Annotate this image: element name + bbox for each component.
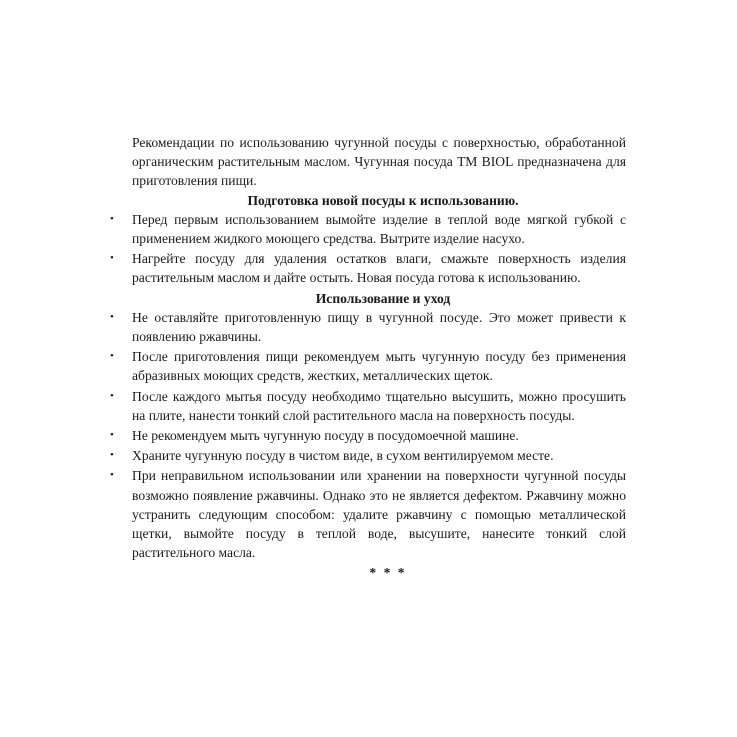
section-heading-preparation: Подготовка новой посуды к использованию. xyxy=(247,192,519,208)
preparation-list xyxy=(110,210,626,288)
list-item xyxy=(110,249,626,287)
list-item xyxy=(110,308,626,346)
bullet-icon: • xyxy=(110,310,114,323)
list-item-text: Нагрейте посуду для удаления остатков влаги, смажьте поверхность изделия растительным маслом и дайте остыть. Новая посуда готова к использованию. xyxy=(132,251,626,286)
list-item xyxy=(110,347,626,385)
bullet-icon: • xyxy=(110,469,114,482)
bullet-icon: • xyxy=(110,252,114,265)
list-item xyxy=(110,466,626,562)
list-item xyxy=(110,446,626,465)
intro-paragraph: Рекомендации по использованию чугунной посуды с поверхностью, обработанной органическим растительным маслом. Чугунная посуда ТМ BIOL предназначена для приготовления пищи. xyxy=(132,135,626,189)
list-item-text: После приготовления пищи рекомендуем мыть чугунную посуду без применения абразивных моющих средств, жестких, металлических щеток. xyxy=(132,349,626,384)
bullet-icon: • xyxy=(110,449,114,462)
document-body xyxy=(110,133,626,583)
list-item-text: Храните чугунную посуду в чистом виде, в сухом вентилируемом месте. xyxy=(132,448,554,464)
bullet-icon: • xyxy=(110,429,114,442)
list-item xyxy=(110,210,626,248)
list-item xyxy=(110,426,626,445)
bullet-icon: • xyxy=(110,389,114,402)
list-item-text: Не оставляйте приготовленную пищу в чугунной посуде. Это может привести к появлению ржавчины. xyxy=(132,309,626,345)
section-heading-usage-care: Использование и уход xyxy=(315,290,451,306)
bullet-icon: • xyxy=(110,212,114,225)
list-item-text: При неправильном использовании или хранении на поверхности чугунной посуды возможно появление ржавчины. Однако это не является дефектом. Ржавчину можно устранить следующим способом: удалите ржавчину с помощью металлической щетки, вымойте посуду в теплой воде, высушите, нанесите тонкий слой растительного масла. xyxy=(132,468,626,561)
list-item-text: После каждого мытья посуду необходимо тщательно высушить, можно просушить на плите, нанести тонкий слой растительного масла на поверхность посуды. xyxy=(132,388,626,423)
list-item xyxy=(110,387,626,425)
bullet-icon: • xyxy=(110,350,114,363)
list-item-text: Не рекомендуем мыть чугунную посуду в посудомоечной машине. xyxy=(132,428,519,444)
list-item-text: Перед первым использованием вымойте изделие в теплой воде мягкой губкой с применением жидкого моющего средства. Вытрите изделие насухо. xyxy=(132,211,626,247)
usage-care-list xyxy=(110,308,626,563)
end-mark: * * * xyxy=(369,565,407,581)
